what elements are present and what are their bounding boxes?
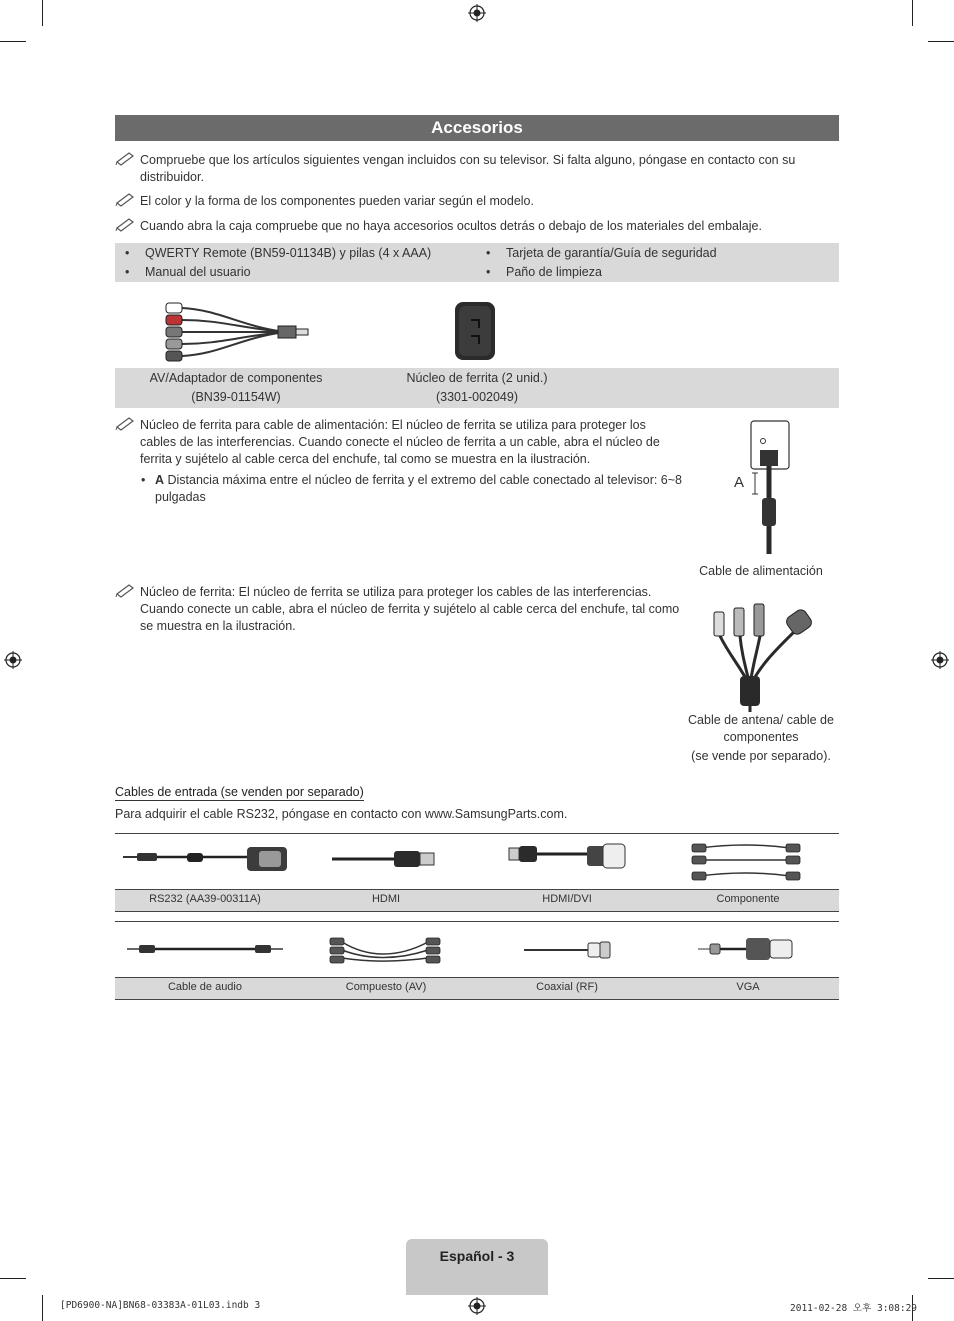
cable-caption: Compuesto (AV): [345, 981, 427, 993]
accessory-code: (BN39-01154W): [191, 390, 281, 404]
power-cable-caption: Cable de alimentación: [699, 564, 823, 578]
divider: [115, 921, 839, 922]
note-text: Núcleo de ferrita: El núcleo de ferrita se utiliza para proteger los cables de las interferencias. Cuando conecte un cable, abra el núcleo de ferrita y sujételo al cable cerca del enchufe, tal como se muestra en la ilustración.: [140, 585, 680, 633]
included-item: • Manual del usuario: [145, 265, 251, 279]
cable-caption: VGA: [736, 981, 760, 993]
antenna-cable-caption-line: componentes: [723, 730, 799, 744]
vga-cable-image: [696, 934, 798, 964]
antenna-cable-caption-line: Cable de antena/ cable de: [688, 713, 834, 727]
audio-cable-image: [125, 940, 285, 958]
footer-timestamp: 2011-02-28 오후 3:08:29: [790, 1303, 918, 1314]
coaxial-cable-image: [522, 940, 614, 960]
note-text: Compruebe que los artículos siguientes vengan incluidos con su televisor. Si falta alguno, póngase en contacto con su distribuidor.: [140, 153, 796, 184]
cable-caption: HDMI/DVI: [542, 893, 592, 905]
cable-caption: HDMI: [371, 893, 401, 905]
cable-caption: RS232 (AA39-00311A): [149, 893, 261, 905]
antenna-cable-caption-line: (se vende por separado).: [691, 749, 831, 763]
component-cable-image: [690, 840, 805, 884]
note-pencil-icon: [115, 415, 137, 431]
note-pencil-icon: [115, 150, 137, 166]
composite-cable-image: [328, 932, 443, 964]
crop-mark: [928, 41, 954, 42]
note-text: El color y la forma de los componentes pueden variar según el modelo.: [140, 194, 534, 208]
antenna-component-cable-image: [700, 596, 825, 712]
note-ferrite-general: [115, 584, 685, 636]
section-title: Accesorios: [115, 115, 839, 141]
note-pencil-icon: [115, 582, 137, 598]
input-cables-intro: Para adquirir el cable RS232, póngase en contacto con www.SamsungParts.com.: [115, 807, 568, 821]
distance-bullet: [141, 472, 690, 506]
distance-text: Distancia máxima entre el núcleo de ferrita y el extremo del cable conectado al televisor: 6~8 pulgadas: [155, 473, 683, 504]
registration-mark-icon: [931, 651, 949, 669]
note-pencil-icon: [115, 191, 137, 207]
note-contents-check: [115, 152, 839, 188]
accessory-name: AV/Adaptador de componentes: [149, 371, 323, 385]
note-variation: [115, 193, 839, 211]
crop-mark: [928, 1278, 954, 1279]
crop-mark: [0, 1278, 26, 1279]
note-pencil-icon: [115, 216, 137, 232]
note-text: Cuando abra la caja compruebe que no haya accesorios ocultos detrás o debajo de los materiales del embalaje.: [140, 219, 762, 233]
bullet-dot: •: [141, 473, 146, 487]
cable-caption: Cable de audio: [167, 981, 242, 993]
av-component-adapter-image: [160, 298, 310, 366]
hdmi-dvi-cable-image: [505, 840, 630, 874]
distance-label: A: [155, 473, 165, 487]
cable-caption: Coaxial (RF): [536, 981, 598, 993]
crop-mark: [0, 41, 26, 42]
footer-file-name: [PD6900-NA]BN68-03383A-01L03.indb 3: [60, 1300, 261, 1311]
included-item: • Paño de limpieza: [506, 265, 602, 279]
note-text: Núcleo de ferrita para cable de alimentación: El núcleo de ferrita se utiliza para proteger los cables de las interferencias. Cuando conecte el núcleo de ferrita a un cable, abra el núcleo de ferrita y sujételo al cable cerca del enchufe, tal como se muestra en la ilustración.: [140, 418, 660, 466]
input-cables-heading: Cables de entrada (se venden por separado): [115, 785, 364, 799]
rs232-cable-image: [117, 843, 292, 875]
accessory-code: (3301-002049): [435, 390, 518, 404]
note-hidden-accessories: [115, 218, 839, 236]
figure-label-a: A: [734, 474, 745, 491]
included-item: • Tarjeta de garantía/Guía de seguridad: [506, 246, 717, 260]
hdmi-cable-image: [332, 845, 442, 873]
ferrite-core-image: [452, 300, 498, 362]
crop-mark: [42, 0, 43, 26]
registration-mark-icon: [4, 651, 22, 669]
registration-mark-icon: [468, 4, 486, 22]
divider: [115, 833, 839, 834]
crop-mark: [912, 0, 913, 26]
page-number-tab: Español - 3: [406, 1239, 548, 1295]
accessory-name: Núcleo de ferrita (2 unid.): [406, 371, 548, 385]
cable-caption: Componente: [716, 893, 780, 905]
crop-mark: [42, 1295, 43, 1321]
included-item: • QWERTY Remote (BN59-01134B) y pilas (4 x AAA): [145, 246, 431, 260]
registration-mark-icon: [468, 1297, 486, 1315]
note-ferrite-power: [115, 417, 675, 469]
